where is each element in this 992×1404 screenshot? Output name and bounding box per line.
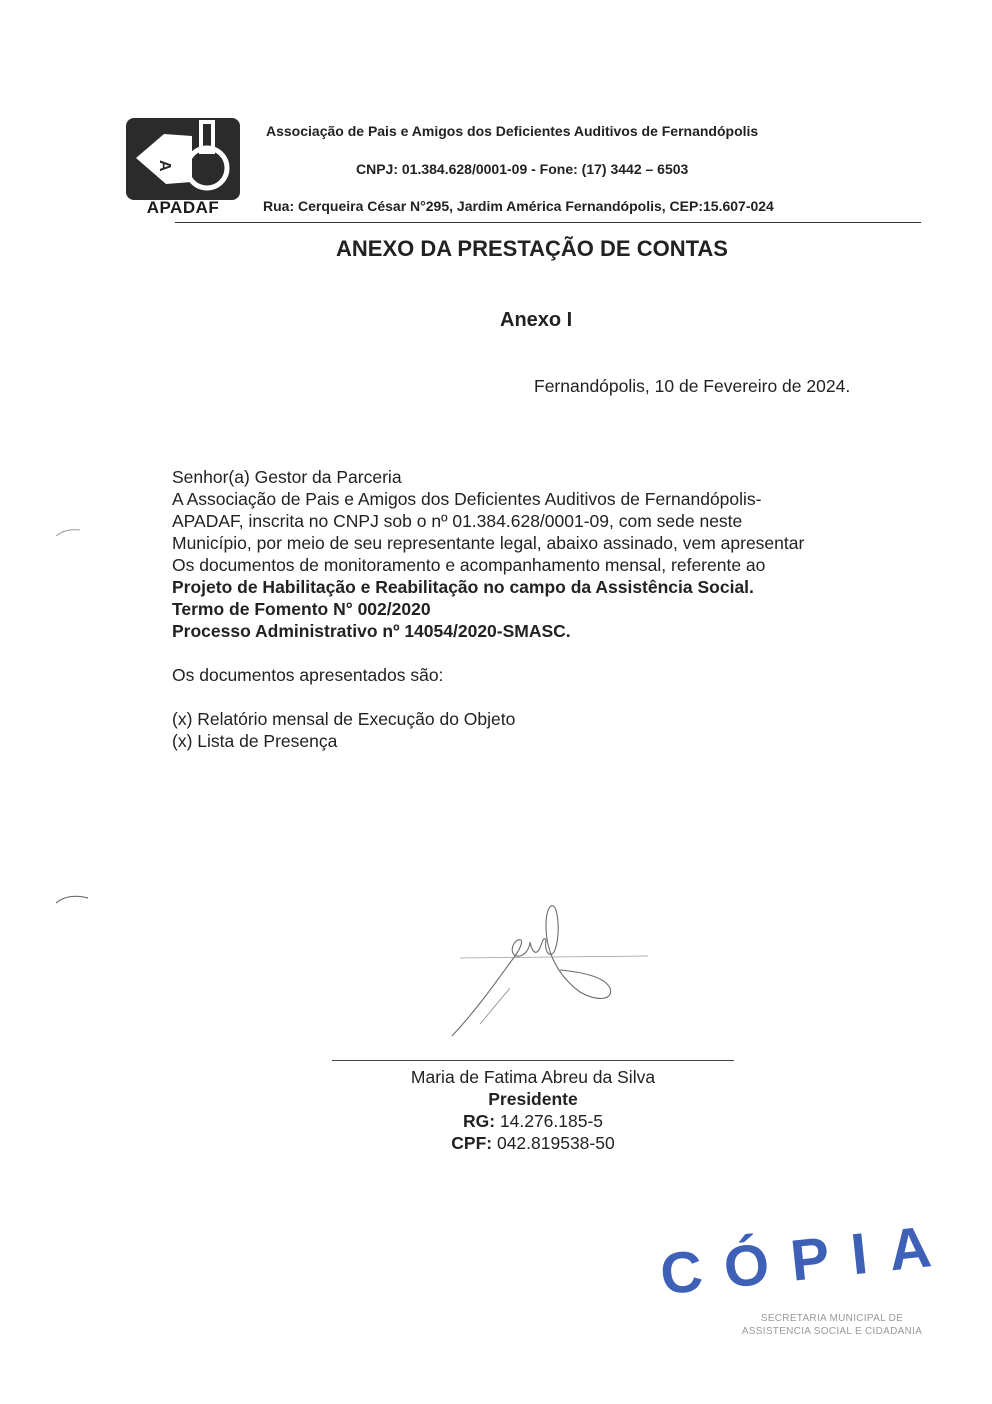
signature-line bbox=[332, 1060, 734, 1061]
scan-mark bbox=[52, 524, 92, 540]
stamp-sub-line: ASSISTENCIA SOCIAL E CIDADANIA bbox=[741, 1326, 923, 1337]
stamp-sub-line: SECRETARIA MUNICIPAL DE bbox=[760, 1313, 904, 1324]
stamp-subtext bbox=[732, 1312, 932, 1338]
project-name: Projeto de Habilitação e Reabilitação no campo da Assistência Social. bbox=[172, 577, 754, 597]
paragraph-line: A Associação de Pais e Amigos dos Deficientes Auditivos de Fernandópolis- bbox=[172, 489, 762, 509]
signer-name: Maria de Fatima Abreu da Silva bbox=[410, 1067, 656, 1087]
document-title: ANEXO DA PRESTAÇÃO DE CONTAS bbox=[336, 236, 728, 261]
salutation: Senhor(a) Gestor da Parceria bbox=[172, 467, 402, 487]
cpf-value: 042.819538-50 bbox=[492, 1133, 615, 1153]
process-number: Processo Administrativo nº 14054/2020-SMASC. bbox=[172, 621, 571, 641]
document-item: (x) Relatório mensal de Execução do Objeto bbox=[172, 709, 516, 729]
handwritten-signature bbox=[440, 896, 650, 1046]
letterhead-divider bbox=[175, 222, 921, 223]
date-line: Fernandópolis, 10 de Fevereiro de 2024. bbox=[534, 376, 851, 396]
paragraph-line: Os documentos de monitoramento e acompanhamento mensal, referente ao bbox=[172, 555, 766, 575]
letter-body bbox=[172, 466, 892, 752]
rg-label: RG: bbox=[462, 1111, 496, 1131]
organization-name: Associação de Pais e Amigos dos Deficientes Auditivos de Fernandópolis bbox=[266, 123, 759, 139]
organization-address: Rua: Cerqueira César N°295, Jardim América Fernandópolis, CEP:15.607-024 bbox=[263, 198, 774, 214]
logo-text: APADAF bbox=[146, 198, 220, 217]
term-number: Termo de Fomento N° 002/2020 bbox=[172, 599, 431, 619]
signer-cpf bbox=[332, 1132, 734, 1154]
copy-stamp bbox=[655, 1210, 957, 1308]
organization-cnpj-phone: CNPJ: 01.384.628/0001-09 - Fone: (17) 3442 – 6503 bbox=[356, 161, 689, 177]
signer-role: Presidente bbox=[488, 1089, 578, 1109]
documents-intro: Os documentos apresentados são: bbox=[172, 665, 444, 685]
scan-mark bbox=[52, 890, 92, 906]
document-item: (x) Lista de Presença bbox=[172, 731, 338, 751]
paragraph-line: APADAF, inscrita no CNPJ sob o nº 01.384.628/0001-09, com sede neste bbox=[172, 511, 743, 531]
paragraph-line: Município, por meio de seu representante legal, abaixo assinado, vem apresentar bbox=[172, 533, 805, 553]
cpf-label: CPF: bbox=[451, 1133, 493, 1153]
svg-text:A: A bbox=[156, 160, 173, 172]
signer-rg bbox=[332, 1110, 734, 1132]
signer-block bbox=[332, 1066, 734, 1154]
annex-title: Anexo I bbox=[500, 309, 573, 331]
stamp-text: CÓPIA bbox=[657, 1211, 957, 1308]
rg-value: 14.276.185-5 bbox=[495, 1111, 604, 1131]
